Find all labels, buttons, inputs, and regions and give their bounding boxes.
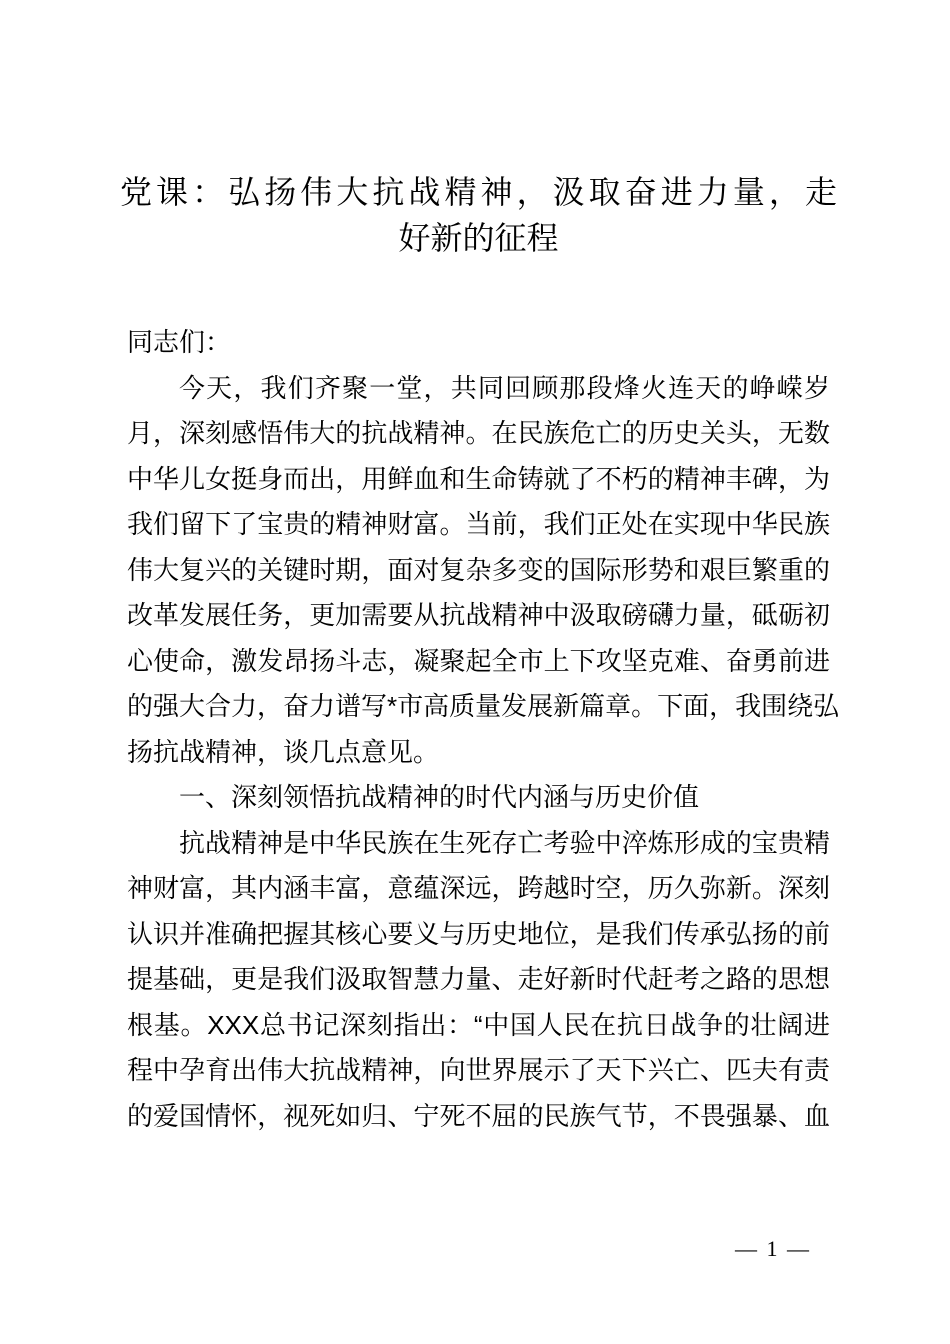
text-line: 月，深刻感悟伟大的抗战精神。在民族危亡的历史关头，无数	[127, 418, 830, 448]
page-number: — 1 —	[735, 1236, 811, 1261]
paragraphs	[127, 366, 840, 1140]
text-line: 我们留下了宝贵的精神财富。当前，我们正处在实现中华民族	[127, 509, 830, 539]
text-line: 根基。XXX总书记深刻指出：“中国人民在抗日战争的壮阔进	[127, 1009, 830, 1040]
section-heading	[127, 775, 830, 821]
document-title	[120, 170, 837, 261]
text-line: 程中孕育出伟大抗战精神，向世界展示了天下兴亡、匹夫有责	[127, 1055, 830, 1085]
text-line: 心使命，激发昂扬斗志，凝聚起全市上下攻坚克难、奋勇前进	[127, 645, 830, 676]
text-line: 提基础，更是我们汲取智慧力量、走好新时代赶考之路的思想	[127, 964, 830, 994]
text-line: 的爱国情怀，视死如归、宁死不屈的民族气节，不畏强暴、血	[127, 1100, 830, 1131]
text-line: 今天，我们齐聚一堂，共同回顾那段烽火连天的峥嵘岁	[179, 372, 830, 403]
text-line: 伟大复兴的关键时期，面对复杂多变的国际形势和艰巨繁重的	[127, 554, 830, 585]
text-line: 神财富，其内涵丰富，意蕴深远，跨越时空，历久弥新。深刻	[127, 873, 830, 903]
document-body	[127, 320, 840, 1139]
title-line: 党课：弘扬伟大抗战精神，汲取奋进力量，走	[120, 174, 837, 210]
text-line: 扬抗战精神，谈几点意见。	[127, 736, 440, 767]
text-line: 的强大合力，奋力谱写*市高质量发展新篇章。下面，我围绕弘	[127, 691, 840, 721]
salutation: 同志们：	[127, 327, 232, 357]
text-line: 中华儿女挺身而出，用鲜血和生命铸就了不朽的精神丰碑，为	[127, 463, 830, 494]
title-line: 好新的征程	[398, 219, 559, 256]
paragraph	[127, 821, 830, 1140]
text-line: 抗战精神是中华民族在生死存亡考验中淬炼形成的宝贵精	[179, 827, 830, 858]
text-line: 认识并准确把握其核心要义与历史地位，是我们传承弘扬的前	[127, 918, 830, 949]
paragraph	[127, 366, 840, 776]
text-line: 一、深刻领悟抗战精神的时代内涵与历史价值	[179, 782, 700, 812]
text-line: 改革发展任务，更加需要从抗战精神中汲取磅礴力量，砥砺初	[127, 600, 830, 630]
